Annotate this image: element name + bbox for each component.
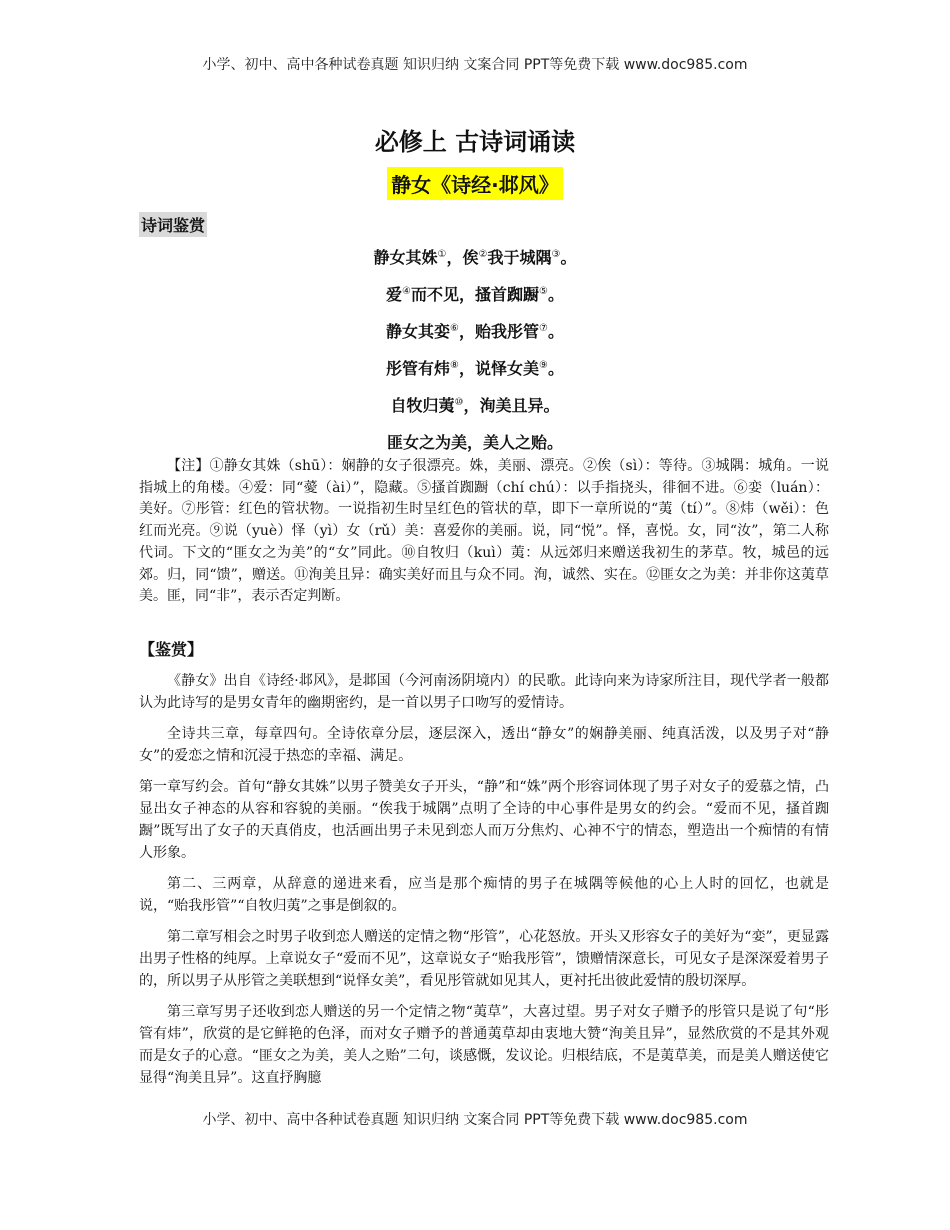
footnote-marker: ⑧ (450, 360, 459, 371)
poem-line-6: 匪女之为美，美人之贻。 (386, 433, 563, 452)
annotation-notes: 【注】①静女其姝（shū）：娴静的女子很漂亮。姝，美丽、漂亮。②俟（sì）：等待。③城隅：城角。一说指城上的角楼。④爱：同“薆（ài）”，隐藏。⑤搔首踟蹰（chí chú）：以手指挠头，徘徊不进。⑥娈（luán）：美好。⑦彤管：红色的管状物。一说指初生时呈红色的管状的草，即下一章所说的“荑（tí）”。⑧炜（wěi）：色红而光亮。⑨说（yuè）怿（yì）女（rǔ）美：喜爱你的美丽。说，同“悦”。怿，喜悦。女，同“汝”，第二人称代词。下文的“匪女之为美”的“女”同此。⑩自牧归（kuì）荑：从远郊归来赠送我初生的茅草。牧，城邑的远郊。归，同“馈”，赠送。⑪洵美且异：确实美好而且与众不同。洵，诚然、实在。⑫匪女之为美：并非你这荑草美。匪，同“非”，表示否定判断。 (139, 458, 829, 605)
page-title: 必修上 古诗词诵读 (374, 128, 576, 156)
paragraph-2: 全诗共三章，每章四句。全诗依章分层，逐层深入，透出“静女”的娴静美丽、纯真活泼，以及男子对“静女”的爱恋之情和沉浸于热恋的幸福、满足。 (139, 726, 829, 764)
appreciation-body (139, 670, 829, 1086)
paragraph-1: 《静女》出自《诗经·邶风》，是邶国（今河南汤阴境内）的民歌。此诗向来为诗家所注目，现代学者一般都认为此诗写的是男女青年的幽期密约，是一首以男子口吻写的爱情诗。 (139, 673, 829, 711)
subtitle-container (0, 167, 950, 200)
poem-block (0, 244, 950, 466)
paragraph-6: 第三章写男子还收到恋人赠送的另一个定情之物“荑草”，大喜过望。男子对女子赠予的彤管只是说了句“彤管有炜”，欣赏的是它鲜艳的色泽，而对女子赠予的普通荑草却由衷地大赞“洵美且异”，显然欣赏的不是其外观而是女子的心意。“匪女之为美，美人之贻”二句，谈感慨，发议论。归根结底，不是荑草美，而是美人赠送使它显得“洵美且异”。这直抒胸臆 (139, 1004, 829, 1086)
footnote-marker: ① (437, 249, 447, 260)
poem-title-highlight: 静女《诗经·邶风》 (387, 167, 563, 200)
footnote-marker: ② (478, 249, 488, 260)
footnote-marker: ⑩ (454, 397, 464, 408)
poem-line-2: 爱④而不见，搔首踟蹰⑤。 (386, 285, 564, 304)
footnote-marker: ③ (551, 249, 561, 260)
footnote-marker: ⑦ (539, 323, 548, 334)
footnote-marker: ⑤ (539, 286, 548, 297)
poem-line-1: 静女其姝①，俟②我于城隅③。 (373, 248, 577, 267)
footnote-marker: ④ (402, 286, 411, 297)
paragraph-3: 第一章写约会。首句“静女其姝”以男子赞美女子开头，“静”和“姝”两个形容词体现了男子对女子的爱慕之情，凸显出女子神态的从容和容貌的美丽。“俟我于城隅”点明了全诗的中心事件是男女的约会。“爱而不见，搔首踟蹰”既写出了女子的天真俏皮，也活画出男子未见到恋人而万分焦灼、心神不宁的情态，塑造出一个痴情的有情人形象。 (139, 779, 829, 861)
appreciation-heading: 【鉴赏】 (139, 640, 204, 659)
poem-line-3: 静女其娈⑥，贻我彤管⑦。 (386, 322, 564, 341)
section-label-poem-appreciation: 诗词鉴赏 (139, 212, 207, 237)
poem-line-5: 自牧归荑⑩，洵美且异。 (390, 396, 560, 415)
footnote-marker: ⑥ (450, 323, 459, 334)
poem-line-4: 彤管有炜⑧，说怿女美⑨。 (386, 359, 564, 378)
footnote-marker: ⑨ (539, 360, 548, 371)
paragraph-5: 第二章写相会之时男子收到恋人赠送的定情之物“彤管”，心花怒放。开头又形容女子的美好为“娈”，更显露出男子性格的纯厚。上章说女子“爱而不见”，这章说女子“贻我彤管”，馈赠情深意长，可见女子是深深爱着男子的，所以男子从彤管之美联想到“说怿女美”，看见彤管就如见其人，更衬托出彼此爱情的殷切深厚。 (139, 929, 829, 989)
paragraph-4: 第二、三两章，从辞意的递进来看，应当是那个痴情的男子在城隅等候他的心上人时的回忆，也就是说，“贻我彤管”“自牧归荑”之事是倒叙的。 (139, 876, 829, 914)
page-header: 小学、初中、高中各种试卷真题 知识归纳 文案合同 PPT等免费下载 www.doc985.com (202, 57, 748, 73)
page-footer: 小学、初中、高中各种试卷真题 知识归纳 文案合同 PPT等免费下载 www.doc985.com (202, 1112, 748, 1128)
